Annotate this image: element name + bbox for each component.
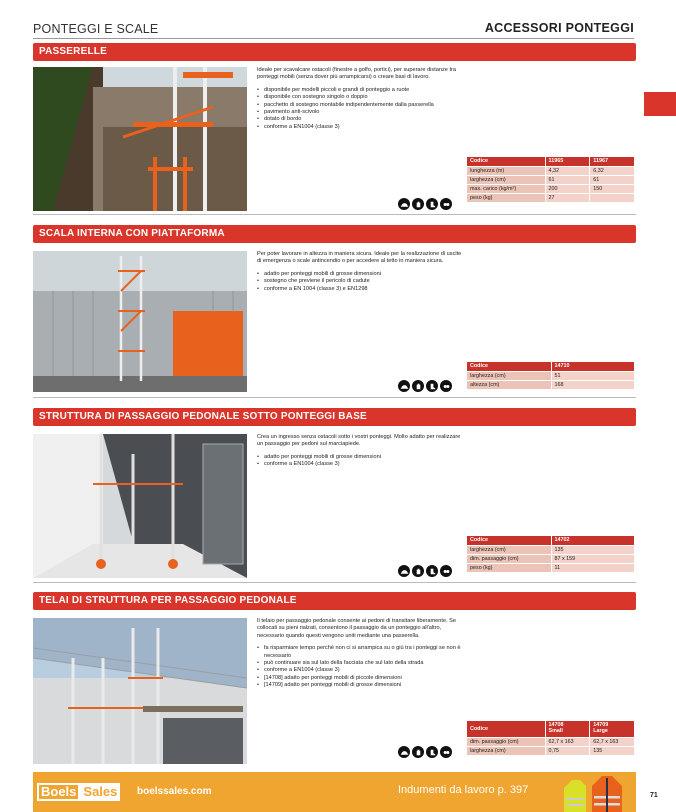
- table-cell: 0,75: [545, 746, 590, 755]
- table-cell: 62,7 x 163: [545, 737, 590, 746]
- goggles-icon: [440, 565, 452, 577]
- list-item: • disponibile con sostegno singolo o doppio: [257, 94, 467, 101]
- safety-icons: [398, 565, 452, 577]
- list-item: • pavimento anti-scivolo: [257, 109, 467, 116]
- description-telai-struttura: [257, 618, 467, 689]
- boels-sales-logo: [37, 781, 120, 803]
- list-item: • conforme a EN 1004 (classe 3) e EN1298: [257, 286, 467, 293]
- photo-passerelle: [33, 67, 247, 211]
- goggles-icon: [440, 198, 452, 210]
- table-cell: 4,32: [545, 166, 590, 175]
- table-header: Codice: [467, 362, 551, 371]
- workwear-image: [558, 774, 630, 812]
- table-cell: dim. passaggio (cm): [467, 554, 551, 563]
- list-item: • pacchetto di sostegno montabile indipendentemente dalla passerella: [257, 102, 467, 109]
- table-cell: 11: [551, 563, 635, 572]
- goggles-icon: [440, 380, 452, 392]
- safety-icons: [398, 380, 452, 392]
- table-header: 14702: [551, 536, 635, 545]
- table-cell: peso (kg): [467, 563, 551, 572]
- header-category: PONTEGGI E SCALE: [33, 22, 159, 36]
- table-header: Codice: [467, 721, 545, 737]
- list-item: • disponibile per modelli piccoli e grandi di ponteggio a ruote: [257, 87, 467, 94]
- section-divider: [33, 214, 636, 215]
- list-item: • [14708] adatto per ponteggi mobili di piccole dimensioni: [257, 675, 467, 682]
- photo-scala-interna: [33, 251, 247, 392]
- safety-icons: [398, 746, 452, 758]
- table-cell: 62,7 x 163: [590, 737, 635, 746]
- page-number: 71: [650, 792, 658, 799]
- list-item: • dotato di bordo: [257, 116, 467, 123]
- list-item: • fa risparmiare tempo perché non ci si arrampica su o giù tra i ponteggi se non è necessario: [257, 645, 467, 660]
- table-cell: 27: [545, 193, 590, 202]
- header-section-title: ACCESSORI PONTEGGI: [484, 21, 634, 35]
- list-item: • conforme a EN1004 (classe 3): [257, 667, 467, 674]
- list-item: • adatto per ponteggi mobili di grosse dimensioni: [257, 454, 467, 461]
- photo-struttura-passaggio: [33, 434, 247, 578]
- photo-telai-struttura: [33, 618, 247, 764]
- glove-icon: [412, 565, 424, 577]
- hard-hat-icon: [398, 746, 410, 758]
- table-header: 14710: [551, 362, 635, 371]
- table-cell: 135: [551, 545, 635, 554]
- table-cell: [590, 193, 635, 202]
- table-header: 14708 Small: [545, 721, 590, 737]
- clothing-reference[interactable]: Indumenti da lavoro p. 397: [398, 784, 529, 796]
- section-title-telai-struttura: TELAI DI STRUTTURA PER PASSAGGIO PEDONALE: [33, 592, 636, 610]
- table-cell: 51: [551, 371, 635, 380]
- footer-banner: [33, 772, 636, 812]
- table-header: 11965: [545, 157, 590, 166]
- spec-table-scala-interna: [467, 362, 635, 390]
- table-header: Codice: [467, 157, 545, 166]
- table-cell: 135: [590, 746, 635, 755]
- intro-text: Il telaio per passaggio pedonale consente ai pedoni di transitare liberamente. Se collocati su pieni rialzati, consentono il passaggio da un ponteggio all'altro, necessario quando questi vengono uniti mediante una passerella.: [257, 618, 457, 639]
- boot-icon: [426, 380, 438, 392]
- glove-icon: [412, 380, 424, 392]
- list-item: • conforme a EN1004 (classe 3): [257, 124, 467, 131]
- table-cell: max. carico (kg/m²): [467, 184, 545, 193]
- table-cell: 150: [590, 184, 635, 193]
- table-cell: 61: [545, 175, 590, 184]
- section-title-struttura-passaggio: STRUTTURA DI PASSAGGIO PEDONALE SOTTO PONTEGGI BASE: [33, 408, 636, 426]
- spec-table-struttura-passaggio: [467, 536, 635, 573]
- table-cell: peso (kg): [467, 193, 545, 202]
- safety-icons: [398, 198, 452, 210]
- section-divider: [33, 397, 636, 398]
- table-cell: 87 x 159: [551, 554, 635, 563]
- boot-icon: [426, 746, 438, 758]
- table-cell: 61: [590, 175, 635, 184]
- goggles-icon: [440, 746, 452, 758]
- table-cell: larghezza (cm): [467, 371, 551, 380]
- table-cell: 168: [551, 380, 635, 389]
- table-cell: larghezza (cm): [467, 746, 545, 755]
- glove-icon: [412, 746, 424, 758]
- hard-hat-icon: [398, 565, 410, 577]
- glove-icon: [412, 198, 424, 210]
- table-header: 14709 Large: [590, 721, 635, 737]
- list-item: • adatto per ponteggi mobili di grosse dimensioni: [257, 271, 467, 278]
- list-item: • [14709] adatto per ponteggi mobili di grosse dimensioni: [257, 682, 467, 689]
- hard-hat-icon: [398, 380, 410, 392]
- description-passerelle: [257, 67, 467, 131]
- table-header: 11967: [590, 157, 635, 166]
- hard-hat-icon: [398, 198, 410, 210]
- section-title-passerelle: PASSERELLE: [33, 43, 636, 61]
- table-header: Codice: [467, 536, 551, 545]
- section-divider: [33, 582, 636, 583]
- table-cell: larghezza (cm): [467, 175, 545, 184]
- website-link[interactable]: boelssales.com: [137, 786, 212, 797]
- table-cell: altezza (cm): [467, 380, 551, 389]
- description-scala-interna: [257, 251, 467, 293]
- table-cell: dim. passaggio (cm): [467, 737, 545, 746]
- description-struttura-passaggio: [257, 434, 467, 469]
- intro-text: Crea un ingresso senza ostacoli sotto i vostri ponteggi. Molto adatto per realizzare un passaggio per pedoni sul marciapiede.: [257, 434, 461, 448]
- spec-table-passerelle: [467, 157, 635, 203]
- logo-boels: Boels: [37, 783, 80, 801]
- list-item: • può continuare sia sul lato della facciata che sul lato della strada: [257, 660, 467, 667]
- intro-text: Ideale per scavalcare ostacoli (finestre a golfo, portici), per superare distanze tra ponteggi mobili (senza dover più arrampicarsi) o creare basi di lavoro.: [257, 67, 456, 81]
- header-divider: [33, 38, 634, 39]
- section-title-scala-interna: SCALA INTERNA CON PIATTAFORMA: [33, 225, 636, 243]
- list-item: • sostegno che previene il pericolo di cadute: [257, 278, 467, 285]
- spec-table-telai-struttura: [467, 721, 635, 756]
- logo-sales: Sales: [80, 783, 120, 801]
- table-cell: larghezza (cm): [467, 545, 551, 554]
- side-tab-marker: [644, 92, 676, 116]
- table-cell: 6,32: [590, 166, 635, 175]
- boot-icon: [426, 565, 438, 577]
- boot-icon: [426, 198, 438, 210]
- table-cell: lunghezza (m): [467, 166, 545, 175]
- list-item: • conforme a EN1004 (classe 3): [257, 461, 467, 468]
- intro-text: Per poter lavorare in altezza in maniera sicura. Ideale per la realizzazione di uscite di emergenza o scale antincendio o per accedere al tetto in maniera sicura.: [257, 251, 462, 265]
- table-cell: 200: [545, 184, 590, 193]
